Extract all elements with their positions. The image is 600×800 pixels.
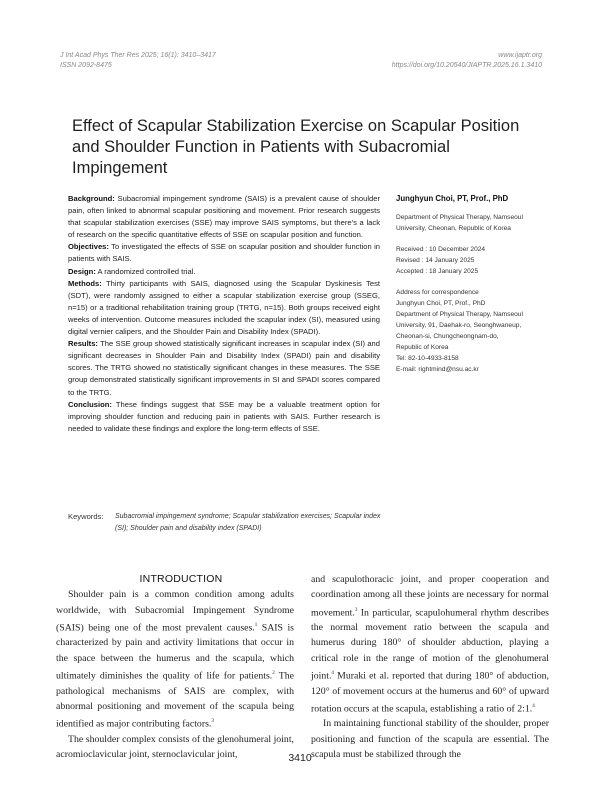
design-label: Design: xyxy=(68,266,96,276)
correspondence-email[interactable]: E-mail: rightmind@nsu.ac.kr xyxy=(396,366,479,373)
journal-header-right xyxy=(392,51,542,71)
correspondence-address-1: University, 91, Daehak-ro, Seonghwaneup, xyxy=(396,322,522,329)
citation-ref: 3 xyxy=(211,719,214,725)
author-name: Junghyun Choi, PT, Prof., PhD xyxy=(396,194,509,203)
intro-paragraph-4: In maintaining functional stability of the shoulder, proper positioning and function of the scapula are essential. The scapula must be stabilized through the xyxy=(311,718,549,761)
body-column-left xyxy=(56,572,294,762)
intro-paragraph-3 xyxy=(311,572,549,716)
correspondence-name: Junghyun Choi, PT, Prof., PhD xyxy=(396,300,486,307)
body-column-right xyxy=(311,572,549,762)
design-text: A randomized controlled trial. xyxy=(95,266,196,276)
abstract xyxy=(68,193,380,435)
correspondence-country: Republic of Korea xyxy=(396,344,449,351)
results-text: The SSE group showed statistically significant increases in scapular index (SI) and significant decreases in Shoulder Pain and Disability Index (SPADI) pain and disability scores. The TRTG showed no statistically significant changes in these measures. The SSE group demonstrated statistically significant improvements in SI and SPADI scores compared to the TRTG. xyxy=(68,339,380,397)
author-department: Department of Physical Therapy, Namseoul xyxy=(396,214,523,221)
abstract-results xyxy=(68,338,380,398)
author-university: University, Cheonan, Republic of Korea xyxy=(396,225,511,232)
intro-paragraph-2: The shoulder complex consists of the glenohumeral joint, acromioclavicular joint, sternoclavicular joint, xyxy=(56,733,294,761)
abstract-objectives xyxy=(68,241,380,265)
revised-date: Revised : 14 January 2025 xyxy=(396,257,475,264)
intro-p3-part-c: Muraki et al. reported that during 180° of abduction, 120° of movement occurs at the humerus and 60° of upward rotation occurs at the scapula, establishing a ratio of 2:1. xyxy=(311,670,549,715)
correspondence-address-2: Cheonan-si, Chungcheongnam-do, xyxy=(396,333,499,340)
introduction-heading: INTRODUCTION xyxy=(139,573,223,585)
doi-link[interactable]: https://doi.org/10.20540/JIAPTR.2025.16.1.3410 xyxy=(391,62,542,69)
background-text: Subacromial impingement syndrome (SAIS) is a prevalent cause of shoulder pain, often linked to abnormal scapular positioning and movement. Prior research suggests that scapular stabilization exercises (SSE) may improve SAIS symptoms, but there's a lack of research on the specific quantitative effects of SSE on scapular position and function. xyxy=(68,194,380,240)
intro-p1-part-a: Shoulder pain is a common condition among adults worldwide, with Subacromial Impingement Syndrome (SAIS) being one of the most prevalent causes. xyxy=(56,589,294,634)
abstract-conclusion xyxy=(68,399,380,435)
citation-ref: 2 xyxy=(272,671,275,677)
methods-label: Methods: xyxy=(68,278,102,288)
conclusion-label: Conclusion: xyxy=(68,399,112,409)
keywords-text: Subacromial impingement syndrome; Scapular stabilization exercises; Scapular index (SI); Shoulder pain and disability index (SPADI) xyxy=(115,513,381,532)
article-sidebar xyxy=(396,193,546,375)
citation-ref: 3 xyxy=(354,607,358,613)
paper-title: Effect of Scapular Stabilization Exercise on Scapular Position and Shoulder Function in Patients with Subacromial Impingement xyxy=(72,117,520,177)
abstract-background xyxy=(68,193,380,241)
objectives-label: Objectives: xyxy=(68,242,109,252)
journal-citation: J Int Acad Phys Ther Res 2025; 16(1): 3410–3417 xyxy=(60,52,216,59)
objectives-text: To investigated the effects of SSE on scapular position and shoulder function in patients with SAIS. xyxy=(68,242,380,264)
conclusion-text: These findings suggest that SSE may be a valuable treatment option for improving shoulder function and reducing pain in patients with SAIS. Further research is needed to validate these findings and explore the long-term effects of SSE. xyxy=(68,399,380,433)
citation-ref: 4 xyxy=(331,671,334,677)
intro-p1-part-c: The pathological mechanisms of SAIS are complex, with abnormal positioning and movement of the scapula being identified as major contributing factors. xyxy=(56,670,294,730)
background-label: Background: xyxy=(68,194,115,203)
abstract-methods xyxy=(68,278,380,338)
accepted-date: Accepted : 18 January 2025 xyxy=(396,268,479,275)
results-label: Results: xyxy=(68,339,98,349)
journal-website-link[interactable]: www.ijaptr.org xyxy=(498,52,542,59)
citation-ref: 1 xyxy=(254,622,258,628)
journal-header-left xyxy=(60,51,216,71)
intro-p1-part-b: SAIS is characterized by pain and activity limitations that occur in the space between the humerus and the scapula, which ultimately diminishes the quality of life for patients. xyxy=(56,622,294,682)
intro-paragraph-1 xyxy=(56,587,294,731)
abstract-design xyxy=(68,266,380,278)
received-date: Received : 10 December 2024 xyxy=(396,246,486,253)
keywords-label: Keywords: xyxy=(68,512,104,521)
correspondence-department: Department of Physical Therapy, Namseoul xyxy=(396,311,523,318)
journal-issn: ISSN 2092-8475 xyxy=(60,62,112,69)
correspondence-label: Address for correspondence xyxy=(396,289,479,296)
citation-ref: 4 xyxy=(532,703,535,709)
correspondence-tel: Tel: 82-10-4933-8158 xyxy=(396,355,459,362)
methods-text: Thirty participants with SAIS, diagnosed using the Scapular Dyskinesis Test (SDT), were randomly assigned to either a scapular stabilization exercise group (SSEG, n=15) or a traditional rehabilitation training group (TRTG, n=15). Both groups received eight weeks of intervention. Outcome measures included the scapular index (SI), measured using digital vernier calipers, and the Shoulder Pain and Disability Index (SPADI). xyxy=(68,278,380,337)
intro-p3-part-b: In particular, scapulohumeral rhythm describes the normal movement ratio between the scapula and humerus during 180° of shoulder abduction, playing a critical role in the range of motion of the glenohumeral joint. xyxy=(311,606,549,682)
page-number: 3410 xyxy=(288,752,312,764)
intro-p3-part-a: and scapulothoracic joint, and proper cooperation and coordination among all these joints are necessary for normal movement. xyxy=(311,574,549,618)
